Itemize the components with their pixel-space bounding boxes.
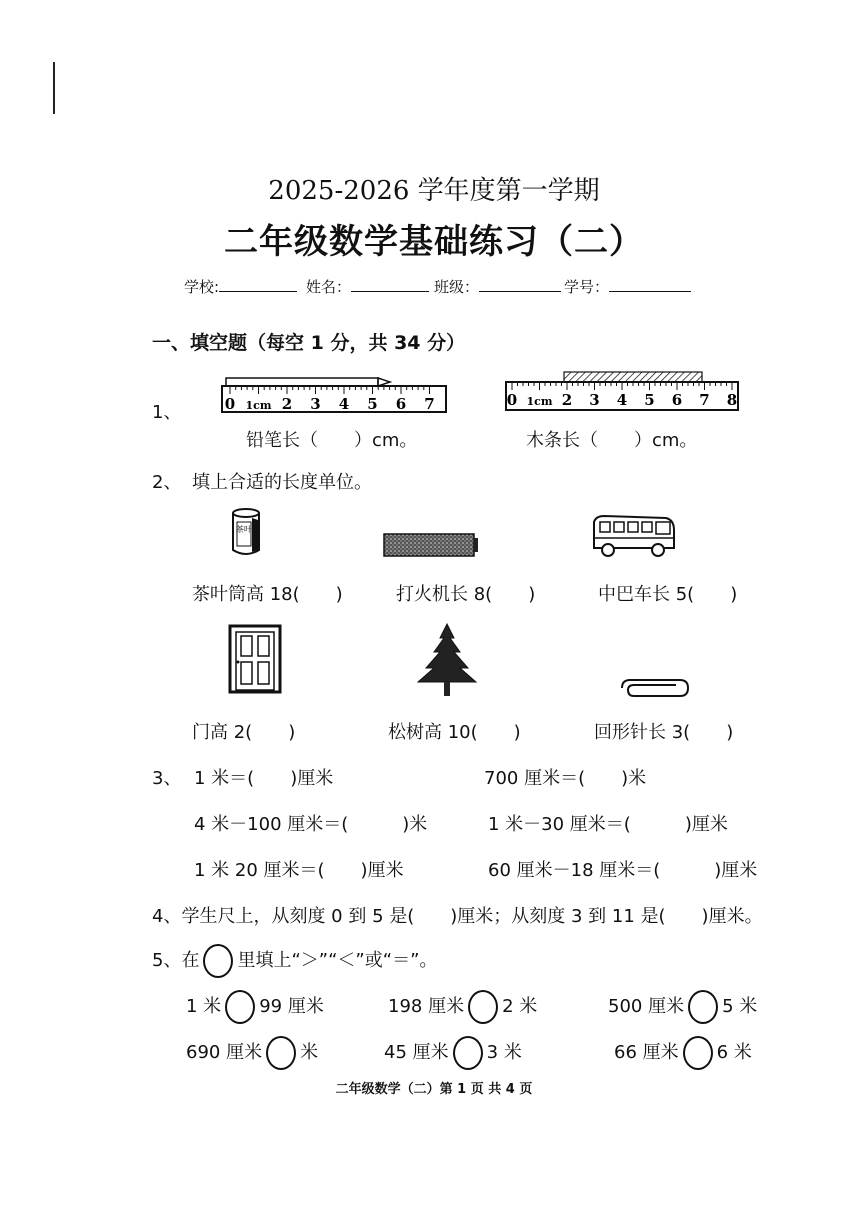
ruler-a-tick-labels (225, 395, 435, 413)
compare-circle-1[interactable] (225, 990, 255, 1024)
circle-symbol-icon (203, 944, 233, 978)
q5-compare-4-left: 690 厘米 (186, 1042, 263, 1063)
wood-strip-icon (564, 372, 702, 382)
compare-circle-4[interactable] (266, 1036, 296, 1070)
ruler-b-tick-labels (507, 391, 737, 409)
ruler-tick-label: 2 (561, 391, 573, 409)
q1-wood-length: 木条长（ ）cm。 (526, 430, 698, 451)
q5-compare-5 (384, 1036, 522, 1070)
door-icon (228, 624, 284, 696)
ruler-tick-label: 4 (616, 391, 628, 409)
ruler-tick-label: 4 (338, 395, 350, 413)
page-footer: 二年级数学（二）第 1 页 共 4 页 (335, 1082, 533, 1097)
student-number-field (564, 276, 691, 297)
school-field (184, 276, 297, 297)
q5-compare-1-right: 99 厘米 (259, 996, 324, 1017)
ruler-tick-label: 0 (506, 391, 518, 409)
ruler-wood-figure (502, 370, 742, 416)
q2-item-door: 门高 2( ) (192, 722, 296, 743)
q3-line-4: 1 米－30 厘米＝( )厘米 (488, 814, 728, 835)
q5-compare-5-left: 45 厘米 (384, 1042, 449, 1063)
ruler-tick-label: 2 (281, 395, 293, 413)
q4-text: 4、学生尺上，从刻度 0 到 5 是( )厘米；从刻度 3 到 11 是( )厘米。 (152, 906, 763, 927)
q5-compare-4-right: 米 (300, 1042, 319, 1063)
section-1-title: 一、填空题（每空 1 分，共 34 分） (152, 332, 466, 354)
tea-can-label: 茶叶 (236, 525, 252, 534)
q5-compare-3-right: 5 米 (722, 996, 758, 1017)
q5-compare-5-right: 3 米 (486, 1042, 522, 1063)
q5-compare-6-right: 6 米 (716, 1042, 752, 1063)
lighter-icon (382, 530, 482, 560)
student-number-label: 学号： (564, 278, 610, 296)
ruler-pencil-figure (218, 372, 450, 418)
scan-margin-line (53, 62, 55, 114)
name-label: 姓名： (306, 278, 352, 296)
ruler-tick-label: 1cm (245, 399, 272, 412)
q2-item-lighter: 打火机长 8( ) (396, 584, 536, 605)
q2-item-paperclip: 回形针长 3( ) (594, 722, 734, 743)
ruler-b-tick-marks (512, 382, 732, 390)
compare-circle-3[interactable] (688, 990, 718, 1024)
q5-compare-2-right: 2 米 (502, 996, 538, 1017)
q5-compare-1-left: 1 米 (186, 996, 222, 1017)
q3-line-2: 700 厘米＝( )米 (484, 768, 647, 789)
q3-line-6: 60 厘米－18 厘米＝( )厘米 (488, 860, 758, 881)
q3-line-3: 4 米－100 厘米＝( )米 (194, 814, 428, 835)
q2-number: 2、 (152, 472, 182, 493)
tea-can-icon (228, 506, 268, 560)
ruler-tick-label: 5 (644, 391, 655, 409)
q2-item-tea-can: 茶叶筒高 18( ) (192, 584, 343, 605)
q5-suffix: 里填上“＞”“＜”或“＝”。 (237, 950, 438, 971)
student-number-blank[interactable] (609, 277, 691, 292)
ruler-tick-label: 7 (424, 395, 435, 413)
ruler-tick-label: 3 (310, 395, 321, 413)
ruler-tick-label: 8 (726, 391, 738, 409)
q5-prefix: 5、在 (152, 950, 200, 971)
q5-compare-6 (614, 1036, 752, 1070)
q5-compare-6-left: 66 厘米 (614, 1042, 679, 1063)
ruler-tick-label: 7 (699, 391, 710, 409)
ruler-tick-label: 6 (395, 395, 407, 413)
q5-compare-2-left: 198 厘米 (388, 996, 465, 1017)
q1-number: 1、 (152, 402, 182, 423)
compare-circle-2[interactable] (468, 990, 498, 1024)
ruler-tick-label: 6 (671, 391, 683, 409)
pencil-icon (226, 378, 390, 386)
name-blank[interactable] (351, 277, 429, 292)
q5-compare-1 (186, 990, 324, 1024)
q2-item-pine-tree: 松树高 10( ) (388, 722, 521, 743)
q5-compare-3 (608, 990, 757, 1024)
q5-compare-3-left: 500 厘米 (608, 996, 685, 1017)
school-label: 学校: (184, 278, 220, 296)
class-blank[interactable] (479, 277, 561, 292)
school-blank[interactable] (219, 277, 297, 292)
q1-pencil-length: 铅笔长（ ）cm。 (246, 430, 418, 451)
ruler-tick-label: 1cm (526, 395, 553, 408)
class-label: 班级： (434, 278, 480, 296)
year-term-line: 2025-2026 学年度第一学期 (268, 176, 600, 206)
compare-circle-5[interactable] (453, 1036, 483, 1070)
paperclip-icon (616, 676, 692, 700)
class-field (434, 276, 561, 297)
q3-number: 3、 (152, 768, 182, 789)
name-field (306, 276, 429, 297)
q2-item-minibus: 中巴车长 5( ) (598, 584, 738, 605)
pine-tree-icon (414, 622, 480, 698)
q5-compare-4 (186, 1036, 318, 1070)
ruler-a-tick-marks (230, 386, 430, 394)
q3-line-1: 1 米＝( )厘米 (194, 768, 334, 789)
page-title: 二年级数学基础练习（二） (224, 222, 644, 262)
compare-circle-6[interactable] (683, 1036, 713, 1070)
q2-instruction: 填上合适的长度单位。 (192, 472, 372, 493)
q5-instruction (152, 944, 437, 978)
ruler-tick-label: 5 (367, 395, 378, 413)
q3-line-5: 1 米 20 厘米＝( )厘米 (194, 860, 404, 881)
q5-compare-2 (388, 990, 537, 1024)
ruler-tick-label: 0 (224, 395, 236, 413)
minibus-icon (590, 512, 678, 560)
ruler-tick-label: 3 (589, 391, 600, 409)
